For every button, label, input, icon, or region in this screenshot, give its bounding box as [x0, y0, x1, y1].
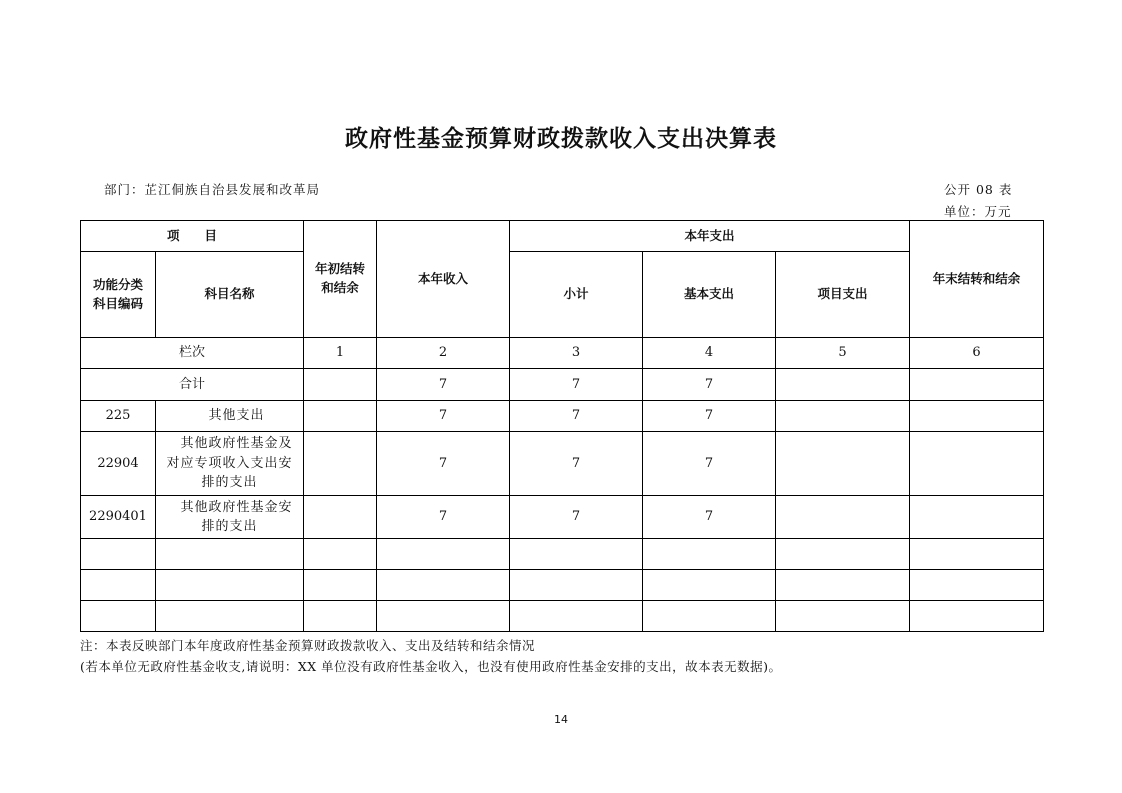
row-basic: 7 [643, 401, 776, 432]
note-line-2: (若本单位无政府性基金收支,请说明：XX 单位没有政府性基金收入，也没有使用政府性基金安排的支出，故本表无数据)。 [80, 659, 782, 674]
row-subtotal: 7 [510, 401, 643, 432]
total-row [81, 369, 1044, 401]
row-income: 7 [377, 401, 510, 432]
row-name-line2: 对应专项收入支出安 [166, 455, 293, 471]
empty-row [81, 601, 1044, 632]
form-number: 公开 08 表 [944, 182, 1013, 197]
header-opening-balance-line2: 和结余 [321, 280, 359, 295]
header-item: 项 目 [81, 221, 304, 252]
header-opening-balance [304, 221, 377, 338]
row-name-line1: 其他政府性基金安 [180, 499, 293, 515]
header-closing-balance: 年末结转和结余 [910, 221, 1044, 338]
row-basic: 7 [643, 496, 776, 539]
table-row [81, 401, 1044, 432]
page-title: 政府性基金预算财政拨款收入支出决算表 [345, 126, 777, 152]
row-code: 2290401 [81, 496, 156, 539]
header-income: 本年收入 [377, 221, 510, 338]
total-income: 7 [377, 369, 510, 401]
empty-row [81, 539, 1044, 570]
total-project [776, 369, 910, 401]
row-project [776, 496, 910, 539]
total-subtotal: 7 [510, 369, 643, 401]
header-expenditure: 本年支出 [510, 221, 910, 252]
row-name-line3: 排的支出 [201, 475, 258, 491]
row-opening [304, 496, 377, 539]
header-subject-name: 科目名称 [156, 252, 304, 338]
column-index-3: 3 [510, 338, 643, 369]
header-basic-expenditure: 基本支出 [643, 252, 776, 338]
column-index-5: 5 [776, 338, 910, 369]
header-func-code [81, 252, 156, 338]
row-name [156, 496, 304, 539]
row-name-line1: 其他支出 [208, 408, 265, 424]
table-row [81, 496, 1044, 539]
column-index-2: 2 [377, 338, 510, 369]
row-name [156, 401, 304, 432]
row-income: 7 [377, 496, 510, 539]
header-opening-balance-line1: 年初结转 [315, 261, 366, 277]
column-index-label: 栏次 [81, 338, 304, 369]
row-closing [910, 496, 1044, 539]
unit-label: 单位：万元 [944, 204, 1012, 219]
row-project [776, 401, 910, 432]
row-code: 225 [81, 401, 156, 432]
row-name-line2: 排的支出 [201, 519, 258, 534]
table-row [81, 432, 1044, 496]
row-name-line1: 其他政府性基金及 [180, 436, 293, 452]
row-opening [304, 401, 377, 432]
row-basic: 7 [643, 432, 776, 496]
total-closing [910, 369, 1044, 401]
note-line-1: 注：本表反映部门本年度政府性基金预算财政拨款收入、支出及结转和结余情况 [80, 638, 536, 653]
row-name [156, 432, 304, 496]
total-label: 合计 [81, 369, 304, 401]
header-project-expenditure: 项目支出 [776, 252, 910, 338]
header-func-code-line2: 科目编码 [92, 295, 143, 311]
row-income: 7 [377, 432, 510, 496]
department-label: 部门：芷江侗族自治县发展和改革局 [104, 182, 321, 197]
row-subtotal: 7 [510, 432, 643, 496]
column-index-1: 1 [304, 338, 377, 369]
column-index-4: 4 [643, 338, 776, 369]
empty-row [81, 570, 1044, 601]
header-func-code-line1: 功能分类 [92, 276, 143, 292]
column-index-6: 6 [910, 338, 1044, 369]
row-project [776, 432, 910, 496]
page-number: 14 [554, 713, 568, 726]
total-basic: 7 [643, 369, 776, 401]
header-subtotal: 小计 [510, 252, 643, 338]
row-closing [910, 432, 1044, 496]
total-opening [304, 369, 377, 401]
row-closing [910, 401, 1044, 432]
row-opening [304, 432, 377, 496]
row-subtotal: 7 [510, 496, 643, 539]
budget-table [80, 220, 1044, 632]
row-code: 22904 [81, 432, 156, 496]
column-index-row [81, 338, 1044, 369]
